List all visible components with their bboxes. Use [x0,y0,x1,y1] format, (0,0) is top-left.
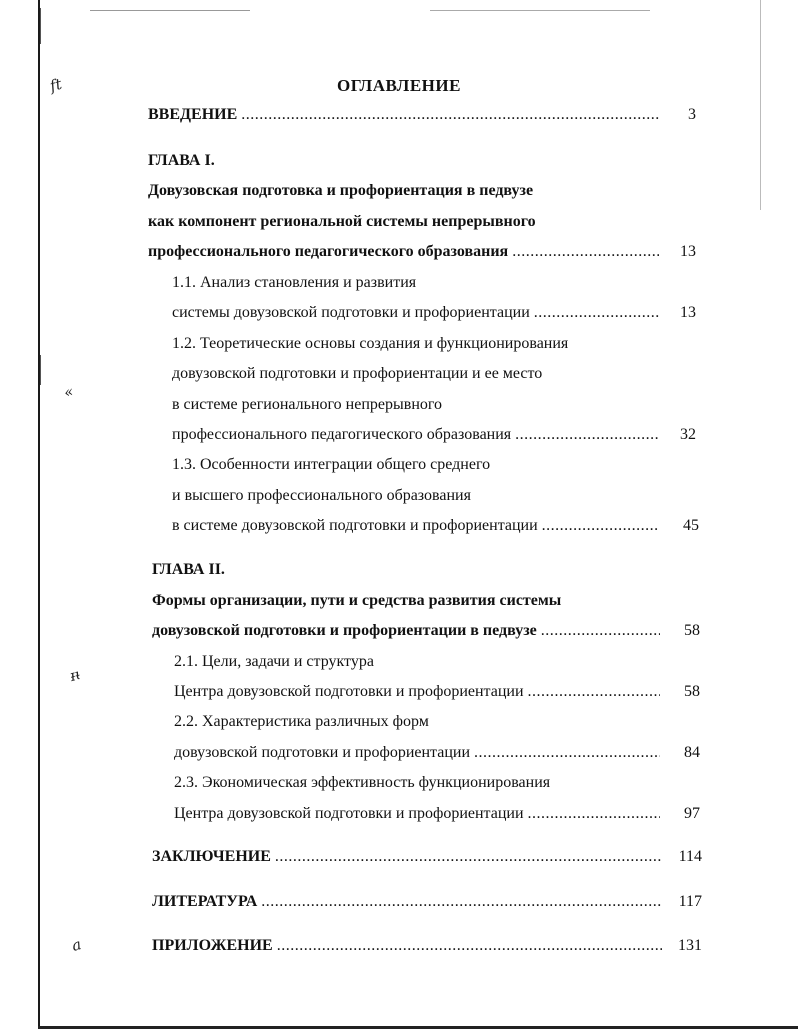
leader-dots [261,891,662,913]
chapter-heading [152,559,225,581]
toc-page-number: 84 [684,744,700,761]
toc-entry-text: 1.2. Теоретические основы создания и функционирования [172,335,569,352]
toc-entry-text: довузовской подготовки и профориентации [174,744,471,761]
toc-entry-text: Формы организации, пути и средства развития системы [152,592,562,609]
section-title [174,772,550,794]
leader-dots [277,935,662,957]
scan-border-right [760,0,761,210]
toc-entry-text: 1.3. Особенности интеграции общего среднего [172,456,491,473]
toc-entry [152,935,666,957]
leader-dots [515,424,659,446]
leader-dots [528,803,660,825]
chapter-heading [148,150,215,172]
chapter-title [152,590,561,612]
toc-entry-text: ЛИТЕРАТУРА [152,893,258,910]
leader-dots [241,104,659,126]
toc-entry-text: 2.2. Характеристика различных форм [174,713,429,730]
toc-page-number: 58 [684,683,700,700]
section-title [172,394,442,416]
scan-tick [90,10,250,11]
margin-mark: ft [47,74,64,96]
toc-page-number: 13 [680,304,696,321]
toc-page-number: 97 [684,805,700,822]
leader-dots [275,846,662,868]
toc-entry-text: профессионального педагогического образования [172,426,512,443]
scan-tick [430,10,650,11]
leader-dots [474,742,660,764]
toc-page-number: 117 [678,893,702,910]
section-title [172,363,542,385]
toc-entry [174,681,664,703]
toc-entry [152,846,666,868]
leader-dots [541,620,660,642]
toc-entry-text: профессионального педагогического образования [148,243,509,260]
toc-entry [172,424,663,446]
toc-page-number: 114 [678,848,702,865]
toc-page-number: 3 [688,106,696,123]
section-title [172,485,471,507]
toc-entry [172,515,663,537]
toc-entry [152,891,666,913]
toc-entry-text: 1.1. Анализ становления и развития [172,274,417,291]
toc-page-number: 45 [683,517,699,534]
margin-mark: ᵻᵼ [67,664,83,686]
leader-dots [542,515,659,537]
toc-entry-text: в системе регионального непрерывного [172,396,443,413]
scan-border-left [38,0,40,1029]
section-title [172,272,416,294]
toc-page-number: 13 [680,243,696,260]
section-title [172,454,490,476]
toc-entry-text: 2.1. Цели, задачи и структура [174,653,374,670]
toc-page-number: 32 [680,426,696,443]
toc-entry-text: Центра довузовской подготовки и профориентации [174,683,524,700]
margin-mark: « [61,382,76,402]
leader-dots [512,241,659,263]
toc-entry-text: Центра довузовской подготовки и профориентации [174,805,524,822]
page-title: ОГЛАВЛЕНИЕ [337,76,461,95]
toc-entry [148,104,663,126]
toc-entry-text: ЗАКЛЮЧЕНИЕ [152,848,271,865]
margin-mark: a [69,935,84,955]
section-title [174,711,429,733]
toc-page-number: 131 [678,937,702,954]
toc-entry-text: как компонент региональной системы непрерывного [148,213,536,230]
toc-page-number: 58 [684,622,700,639]
toc-entry-text: и высшего профессионального образования [172,487,471,504]
toc-entry [152,620,664,642]
toc-entry-text: довузовской подготовки и профориентации и ее место [172,365,543,382]
toc-entry-text: ГЛАВА I. [148,152,215,169]
toc-entry-text: системы довузовской подготовки и профориентации [172,304,530,321]
toc-entry-text: Довузовская подготовка и профориентация в педвузе [148,182,534,199]
toc-entry-text: ВВЕДЕНИЕ [148,106,238,123]
section-title [174,651,374,673]
chapter-title [148,180,533,202]
toc-entry [174,803,664,825]
toc-entry-text: ГЛАВА II. [152,561,225,578]
scan-tick [40,355,41,385]
leader-dots [528,681,660,703]
toc-entry-text: в системе довузовской подготовки и профориентации [172,517,538,534]
toc-entry [172,302,663,324]
section-title [172,333,568,355]
toc-entry [174,742,664,764]
toc-entry-text: ПРИЛОЖЕНИЕ [152,937,273,954]
toc-entry [148,241,663,263]
toc-entry-text: 2.3. Экономическая эффективность функционирования [174,774,551,791]
leader-dots [534,302,659,324]
chapter-title [148,211,536,233]
scan-tick [40,8,41,44]
toc-entry-text: довузовской подготовки и профориентации в педвузе [152,622,537,639]
